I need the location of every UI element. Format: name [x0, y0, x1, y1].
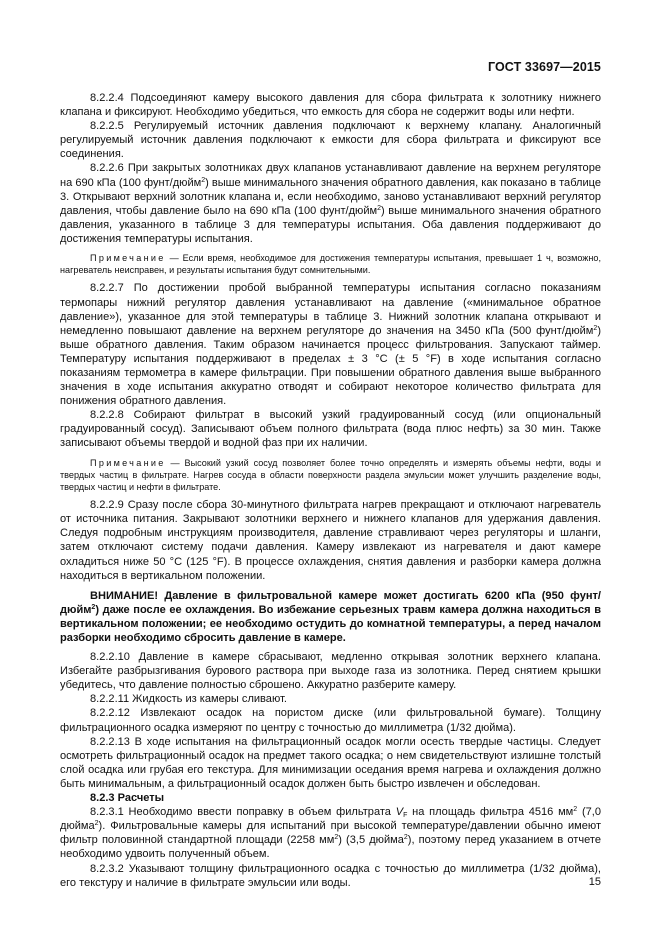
document-code: ГОСТ 33697—2015 — [487, 60, 601, 74]
warning-pressure: ВНИМАНИЕ! Давление в фильтровальной камере может достигать 6200 кПа (950 фунт/дюйм$^2$) даже после ее охлаждения. Во избежание серьезных травм камера должна находиться в вертикальном положении; ее необходимо остудить до комнатной температуры, а перед началом разборки необходимо сбросить давление в камере. — [60, 589, 601, 645]
paragraph-8-2-2-6: 8.2.2.6 При закрытых золотниках двух клапанов устанавливают давление на верхнем регуляторе на 690 кПа (100 фунт/дюйм$^2$) выше минимального значения обратного давления, как показано в таблице 3. Открывают верхний золотник клапана и, если необходимо, заново устанавливают верхний регулятор давления, чтобы давление было на 690 кПа (100 фунт/дюйм$^2$) выше минимального значения обратного давления, указанного в таблице 3 для температуры испытания. Оба давления поддерживают до достижения температуры испытания. — [60, 162, 601, 245]
paragraph-8-2-2-9: 8.2.2.9 Сразу после сбора 30-минутного фильтрата нагрев прекращают и отключают нагреватель от источника питания. Закрывают золотники верхнего и нижнего клапанов для удержания давления. Следуя подробным инструкциям производителя, давление стравливают через регуляторы и шланги, затем отключают систему подачи давления. Камеру извлекают из нагревателя и дают камере охладиться ниже 50 °С (125 °F). В процессе охлаждения, снятия давления и разборки камера должна находиться в вертикальном положении. — [60, 499, 601, 582]
paragraph-8-2-2-12: 8.2.2.12 Извлекают осадок на пористом диске (или фильтровальной бумаге). Толщину фильтрационного осадка измеряют по центру с точностью до миллиметра (1/32 дюйма). — [60, 707, 601, 734]
paragraph-8-2-2-13: 8.2.2.13 В ходе испытания на фильтрационный осадок могли осесть твердые частицы. Следует осмотреть фильтрационный осадок на предмет такого осадка; о нем свидетельствуют излишне толстый слой осадка или грубая его текстура. Для минимизации оседания время нагрева и охлаждения должно быть минимальным, а фильтрационный осадок должен быть быстро извлечен и обследован. — [60, 735, 601, 790]
paragraph-8-2-3-1: 8.2.3.1 Необходимо ввести поправку в объем фильтрата $V_F$ на площадь фильтра 4516 $мм^2$ (7,0 дюйма$^2$). Фильтровальные камеры для испытаний при высокой температуре/давлении обычно имеют фильтр половинной стандартной площади (2258 $мм^2$) (3,5 дюйма$^2$), поэтому перед указанием в отчете необходимо удвоить полученный объем. — [60, 806, 601, 861]
paragraph-8-2-2-11: 8.2.2.11 Жидкость из камеры сливают. — [90, 693, 287, 706]
variable-v: V — [395, 806, 404, 819]
paragraph-8-2-2-10: 8.2.2.10 Давление в камере сбрасывают, медленно открывая золотник верхнего клапана. Избегайте разбрызгивания бурового раствора при выходе газа из золотника. Перед снятием крышки убедитесь, что давление полностью сброшено. Аккуратно разберите камеру. — [60, 651, 601, 692]
paragraph-8-2-2-8: 8.2.2.8 Собирают фильтрат в высокий узкий градуированный сосуд (или опциональный градуированный сосуд). Записывают объем полного фильтрата (вода плюс нефть) за 30 мин. Также записывают объемы твердой и водной фаз при их наличии. — [60, 409, 601, 450]
page-number: 15 — [588, 876, 601, 888]
section-heading-calculations: 8.2.3 Расчеты — [90, 792, 165, 805]
note-label: Примечание — [90, 253, 166, 264]
paragraph-8-2-3-2: 8.2.3.2 Указывают толщину фильтрационного осадка с точностью до миллиметра (1/32 дюйма), его текстуру и наличие в фильтрате эмульсии или воды. — [60, 862, 601, 889]
paragraph-8-2-2-7: 8.2.2.7 По достижении пробой выбранной температуры испытания согласно показаниям термопары нижний регулятор давления устанавливают на давление («минимальное обратное давление»), указанное для этой температуры в таблице 3. Нижний золотник клапана открывают и немедленно повышают давление на верхнем регуляторе до значения на 3450 кПа (500 фунт/дюйм$^2$) выше обратного давления. Таким образом начинается процесс фильтрования. Запускают таймер. Температуру испытания поддерживают в пределах ± 3 °С (± 5 °F) в ходе испытания согласно показаниям термометра в камере фильтрации. При повышении обратного давления выше выбранного значения в ходе испытания аккуратно отводят и собирают некоторое количество фильтрата для понижения обратного давления. — [60, 282, 601, 408]
paragraph-8-2-2-5: 8.2.2.5 Регулируемый источник давления подключают к верхнему клапану. Аналогичный регулируемый источник давления подключают к емкости для сбора фильтрата и фиксируют все соединения. — [60, 120, 601, 161]
document-body — [60, 91, 601, 890]
note-tall-vessel: Примечание — Высокий узкий сосуд позволяет более точно определять и измерять объемы нефти, воды и твердых частиц в фильтрате. Нагрев сосуда в области поверхности раздела эмульсии может улучшить разделение воды, твердых частиц и нефти в фильтрате. — [60, 457, 601, 492]
paragraph-8-2-2-4: 8.2.2.4 Подсоединяют камеру высокого давления для сбора фильтрата к золотнику нижнего клапана и фиксируют. Необходимо убедиться, что емкость для сбора не содержит воды или нефти. — [60, 92, 601, 119]
note-heating-time: Примечание — Если время, необходимое для достижения температуры испытания, превышает 1 ч, возможно, нагреватель неисправен, и результаты испытания будут сомнительными. — [60, 253, 601, 276]
note-label: Примечание — [90, 457, 166, 468]
